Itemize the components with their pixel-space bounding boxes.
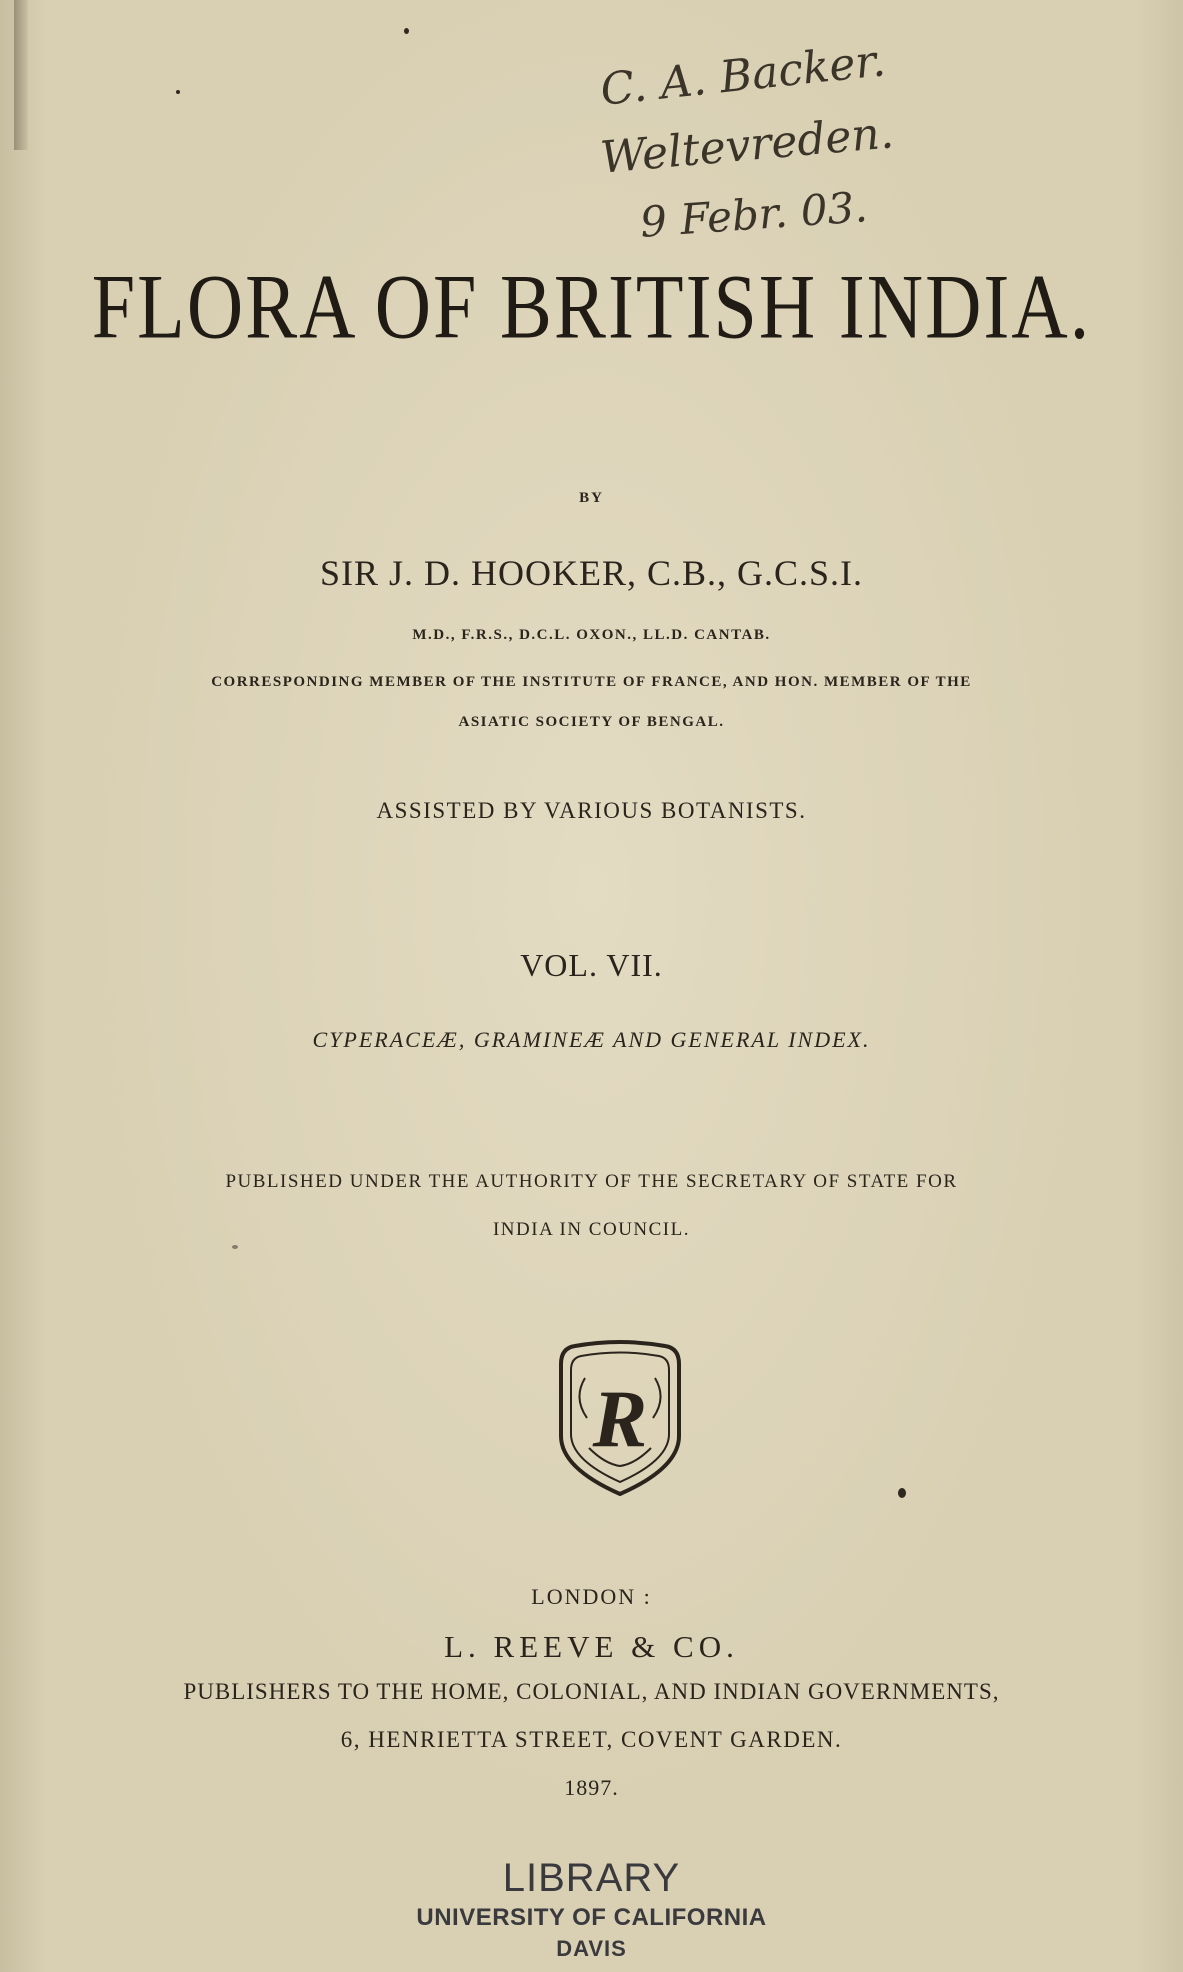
handwritten-note-line-1: C. A. Backer. <box>598 35 888 116</box>
author-name: SIR J. D. HOOKER, C.B., G.C.S.I. <box>319 553 864 593</box>
paper-speck <box>232 1245 238 1249</box>
handwritten-note-line-3: 9 Febr. 03. <box>638 182 870 247</box>
library-stamp-line-2: UNIVERSITY OF CALIFORNIA <box>416 1904 767 1931</box>
binding-edge <box>14 0 28 150</box>
library-stamp-line-3: DAVIS <box>556 1936 627 1961</box>
author-membership-line-2: ASIATIC SOCIETY OF BENGAL. <box>458 714 725 730</box>
by-label: BY <box>579 490 604 506</box>
paper-speck <box>404 28 409 34</box>
authority-line-1: PUBLISHED UNDER THE AUTHORITY OF THE SECRETARY OF STATE FOR <box>225 1171 958 1192</box>
imprint-city: LONDON : <box>531 1584 652 1609</box>
volume-contents: CYPERACEÆ, GRAMINEÆ AND GENERAL INDEX. <box>312 1027 871 1052</box>
imprint-address: 6, HENRIETTA STREET, COVENT GARDEN. <box>340 1727 843 1752</box>
emblem-letter: R <box>592 1373 648 1464</box>
paper-speck <box>176 90 180 94</box>
paper-speck <box>898 1488 906 1498</box>
imprint-year: 1897. <box>564 1775 619 1800</box>
handwritten-note-line-2: Weltevreden. <box>598 107 896 184</box>
assisted-by: ASSISTED BY VARIOUS BOTANISTS. <box>376 798 807 823</box>
imprint-publisher: L. REEVE & CO. <box>444 1629 739 1664</box>
author-membership-line-1: CORRESPONDING MEMBER OF THE INSTITUTE OF FRANCE, AND HON. MEMBER OF THE <box>211 674 972 690</box>
library-stamp-line-1: LIBRARY <box>502 1856 681 1900</box>
authority-line-2: INDIA IN COUNCIL. <box>492 1219 690 1240</box>
book-title: FLORA OF BRITISH INDIA. <box>91 255 1092 358</box>
volume-number: VOL. VII. <box>520 947 663 983</box>
imprint-publisher-role: PUBLISHERS TO THE HOME, COLONIAL, AND INDIAN GOVERNMENTS, <box>183 1679 1000 1704</box>
reeve-monogram-shield-icon <box>555 1338 685 1500</box>
author-degrees: M.D., F.R.S., D.C.L. OXON., LL.D. CANTAB. <box>412 627 771 643</box>
